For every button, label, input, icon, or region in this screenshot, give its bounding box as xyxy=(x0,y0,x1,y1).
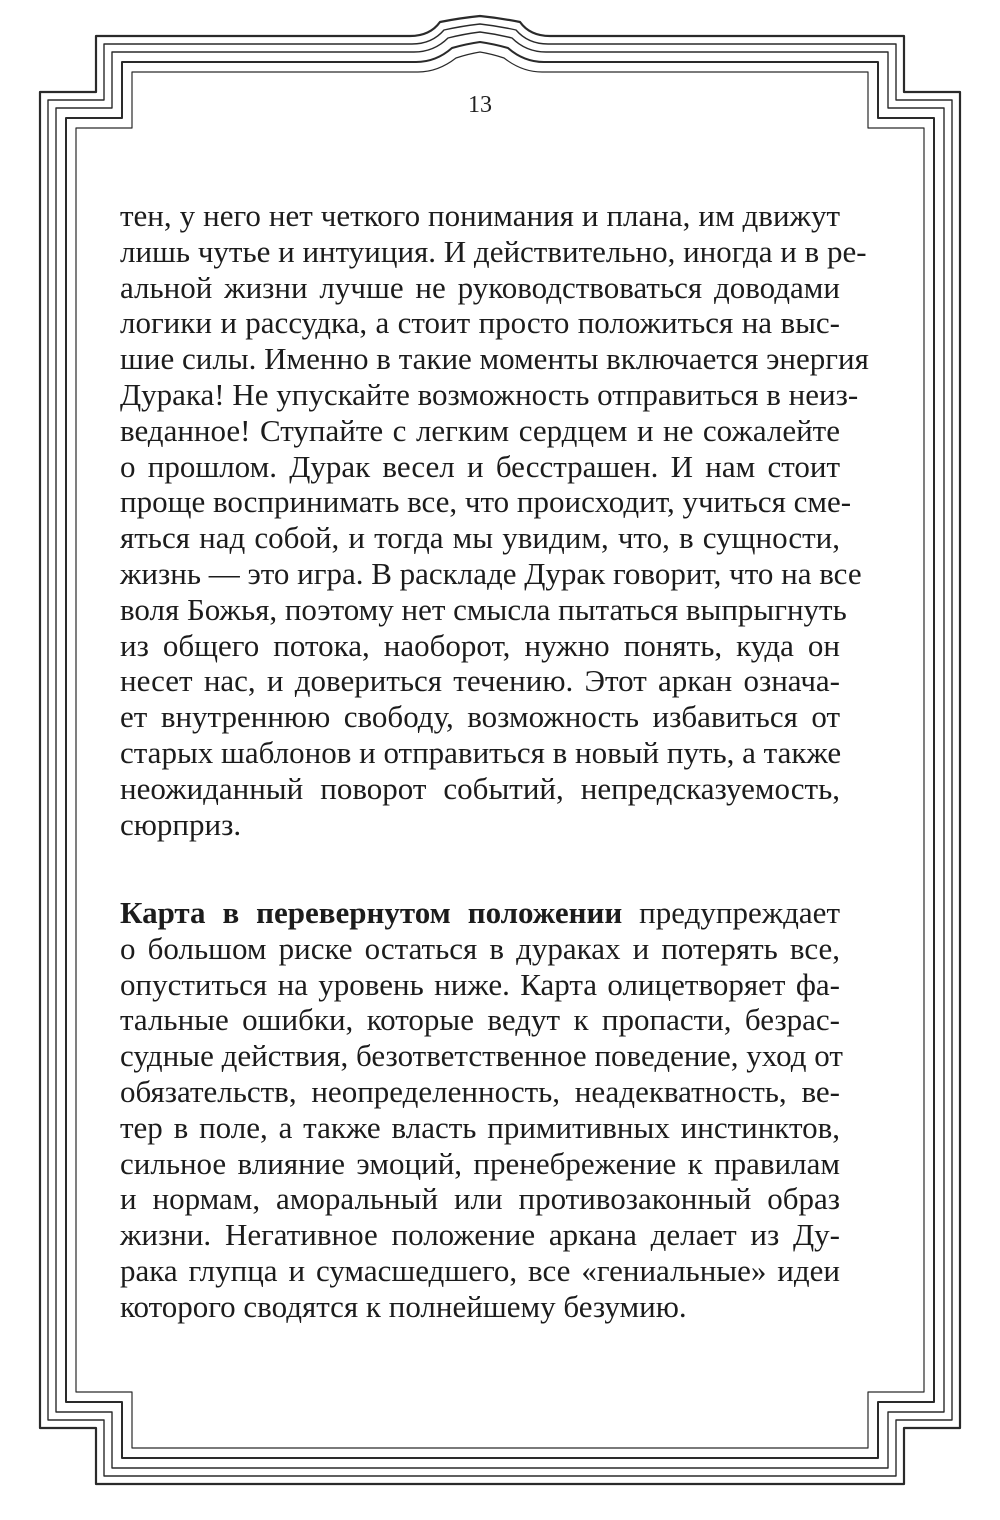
paragraph-1-line: тен, у него нет четкого понимания и плана, им движут xyxy=(120,198,840,233)
paragraph-2-line: и нормам, аморальный или противозаконный образ xyxy=(120,1181,840,1217)
paragraph-1-line: Дурака! Не упускайте возможность отправиться в неиз- xyxy=(120,376,859,412)
paragraph-2-line: о большом риске остаться в дураках и потерять все, xyxy=(120,930,840,966)
paragraph-1-line: яться над собой, и тогда мы увидим, что, в сущности, xyxy=(120,520,840,556)
paragraph-2-line: сильное влияние эмоций, пренебрежение к правилам xyxy=(120,1145,840,1181)
paragraph-2-line: тер в поле, а также власть примитивных инстинктов, xyxy=(120,1109,840,1145)
paragraph-1-line: лишь чутье и интуиция. И действительно, иногда и в ре- xyxy=(120,233,867,269)
paragraph-1-line: альной жизни лучше не руководствоваться доводами xyxy=(120,269,840,305)
paragraph-1-line: веданное! Ступайте с легким сердцем и не сожалейте xyxy=(120,412,840,448)
paragraph-1-line: логики и рассудка, а стоит просто положиться на выс- xyxy=(120,305,840,341)
paragraph-2-line: рака глупца и сумасшедшего, все «гениальные» идеи xyxy=(120,1252,840,1288)
paragraph-1-line: шие силы. Именно в такие моменты включается энергия xyxy=(120,341,869,377)
page-number: 13 xyxy=(468,92,492,118)
paragraph-2-line: тальные ошибки, которые ведут к пропасти, безрас- xyxy=(120,1002,840,1038)
paragraph-1-line: неожиданный поворот событий, непредсказуемость, xyxy=(120,770,840,806)
paragraph-2-line: судные действия, безответственное поведение, уход от xyxy=(120,1038,843,1074)
paragraph-1 xyxy=(120,198,869,842)
paragraph-1-line: о прошлом. Дурак весел и бесстрашен. И нам стоит xyxy=(120,448,840,484)
paragraph-1-line: сюрприз. xyxy=(120,806,242,842)
paragraph-2-first-line-rest: предупреждает xyxy=(622,895,840,930)
paragraph-2 xyxy=(120,895,843,1325)
paragraph-1-line: несет нас, и довериться течению. Этот аркан означа- xyxy=(120,663,840,699)
paragraph-2-bold-lead: Карта в перевернутом положении xyxy=(120,895,623,930)
paragraph-1-line: проще воспринимать все, что происходит, учиться сме- xyxy=(120,484,852,520)
paragraph-2-first-line xyxy=(120,895,840,931)
paragraph-2-line: опуститься на уровень ниже. Карта олицетворяет фа- xyxy=(120,966,840,1002)
paragraph-1-line: жизнь — это игра. В раскладе Дурак говорит, что на все xyxy=(120,555,862,591)
paragraph-1-line: ет внутреннюю свободу, возможность избавиться от xyxy=(120,699,840,735)
paragraph-2-line: жизни. Негативное положение аркана делает из Ду- xyxy=(120,1217,840,1253)
paragraph-1-line: воля Божья, поэтому нет смысла пытаться выпрыгнуть xyxy=(120,591,847,627)
paragraph-2-line: обязательств, неопределенность, неадекватность, ве- xyxy=(120,1073,840,1109)
paragraph-1-line: из общего потока, наоборот, нужно понять, куда он xyxy=(120,627,840,663)
paragraph-2-line: которого сводятся к полнейшему безумию. xyxy=(120,1288,687,1324)
paragraph-1-line: старых шаблонов и отправиться в новый путь, а также xyxy=(120,734,842,770)
